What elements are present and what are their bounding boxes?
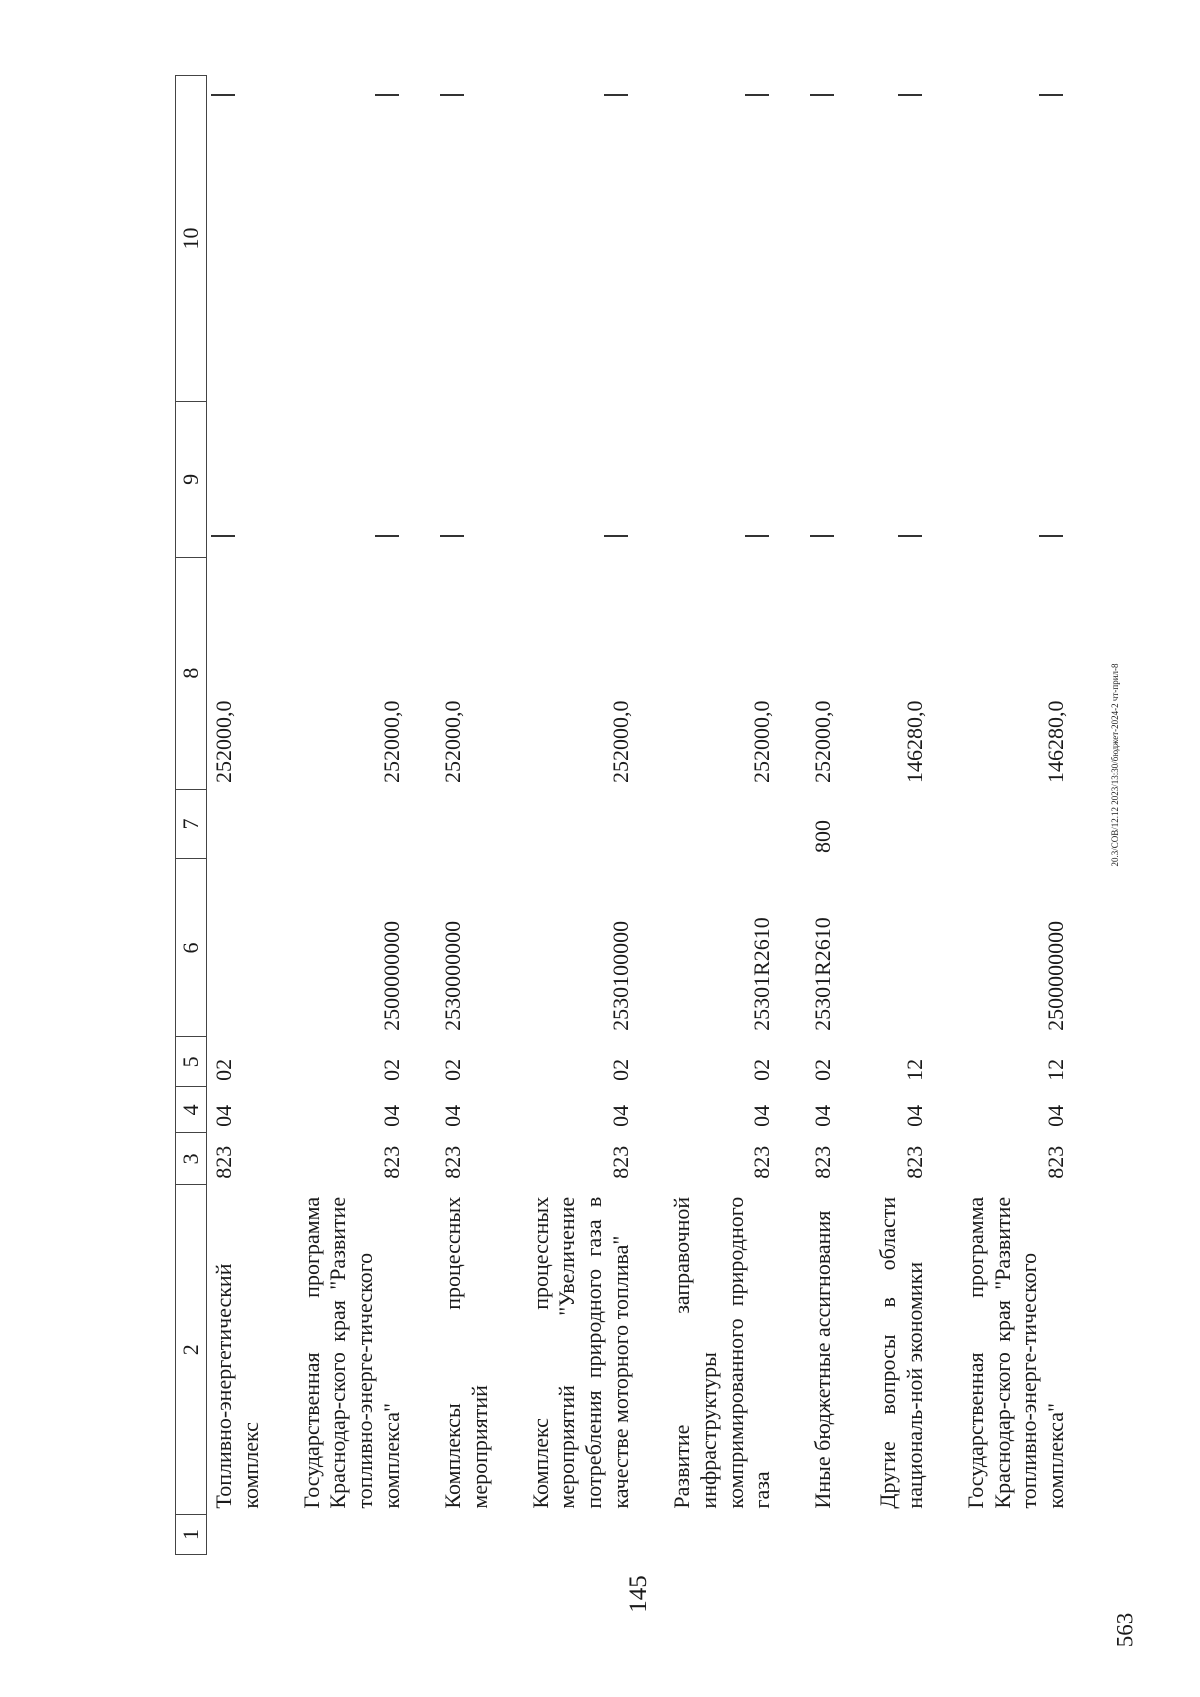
header-col-3: 3: [176, 1133, 207, 1185]
row-expense-type: [436, 789, 498, 859]
row-num-cell: [871, 1515, 933, 1555]
row-col9-dash: [806, 402, 845, 558]
row-col9-dash: [295, 402, 410, 558]
row-col9-dash: [436, 402, 498, 558]
page-number: 563: [1112, 1612, 1138, 1648]
row-target-article: 2530100000: [608, 920, 634, 1031]
row-section-code: 04: [608, 1104, 634, 1127]
table-row: [524, 76, 639, 1555]
dash-mark: [810, 94, 834, 96]
row-name: Государственная программа Краснодар-ского края "Развитие топливно-энерге-тического комплекса": [962, 1196, 1069, 1509]
row-target-article: 25301R2610: [810, 917, 836, 1031]
row-gap: [933, 76, 959, 1555]
row-gap: [410, 76, 436, 1555]
row-col10-dash: [959, 76, 1074, 402]
row-target-article: 25301R2610: [749, 917, 775, 1031]
row-ministry-code: 823: [749, 1145, 775, 1179]
row-target-article: [871, 859, 933, 1037]
row-col10-dash: [436, 76, 498, 402]
row-expense-type: 800: [810, 819, 836, 853]
dash-mark: [898, 535, 922, 537]
header-col-10: 10: [176, 76, 207, 402]
dash-mark: [745, 535, 769, 537]
header-col-4: 4: [176, 1087, 207, 1133]
row-section-code: 04: [810, 1104, 836, 1127]
row-col9-dash: [524, 402, 639, 558]
row-col9-dash: [959, 402, 1074, 558]
dash-mark: [745, 94, 769, 96]
rotated-table-container: [175, 75, 1200, 1555]
row-subsection-code: 02: [379, 1058, 405, 1081]
table-row: [806, 76, 845, 1555]
row-name: Комплекс процессных мероприятий "Увеличение потребления природного газа в качестве моторного топлива": [527, 1196, 634, 1509]
row-name: Развитие заправочной инфраструктуры компримированного природного газа: [668, 1196, 775, 1509]
row-section-code: 04: [439, 1104, 465, 1127]
row-expense-type: [959, 789, 1074, 859]
row-gap: [498, 76, 524, 1555]
header-col-1: 1: [176, 1515, 207, 1555]
row-amount: 252000,0: [608, 700, 634, 784]
row-expense-type: [871, 789, 933, 859]
row-expense-type: [207, 789, 269, 859]
row-col9-dash: [665, 402, 780, 558]
header-col-2: 2: [176, 1185, 207, 1515]
table-row: [871, 76, 933, 1555]
row-col10-dash: [295, 76, 410, 402]
table-row: [436, 76, 498, 1555]
page-label: 145: [624, 1575, 652, 1613]
table-row: [665, 76, 780, 1555]
row-num-cell: [665, 1515, 780, 1555]
table-row: [959, 76, 1074, 1555]
row-col10-dash: [871, 76, 933, 402]
dash-mark: [440, 535, 464, 537]
row-col10-dash: [665, 76, 780, 402]
row-subsection-code: 02: [810, 1058, 836, 1081]
row-num-cell: [295, 1515, 410, 1555]
row-expense-type: [524, 789, 639, 859]
row-ministry-code: 823: [810, 1145, 836, 1179]
row-section-code: 04: [749, 1104, 775, 1127]
row-num-cell: [436, 1515, 498, 1555]
row-num-cell: [959, 1515, 1074, 1555]
row-subsection-code: 02: [439, 1058, 465, 1081]
row-name: Иные бюджетные ассигнования: [810, 1210, 836, 1509]
row-name: Другие вопросы в области националь-ной экономики: [875, 1196, 927, 1509]
table-header-row: [176, 76, 207, 1555]
table-row: [207, 76, 269, 1555]
row-amount: 146280,0: [901, 700, 927, 784]
row-num-cell: [207, 1515, 269, 1555]
row-section-code: 04: [1043, 1104, 1069, 1127]
budget-table: [175, 75, 1074, 1555]
row-gap: [639, 76, 665, 1555]
row-gap: [269, 76, 295, 1555]
row-amount: 146280,0: [1043, 700, 1069, 784]
header-col-8: 8: [176, 557, 207, 789]
row-name: Комплексы процессных мероприятий: [439, 1196, 492, 1509]
row-name: Государственная программа Краснодар-ского края "Развитие топливно-энерге-тического комплекса": [298, 1196, 405, 1509]
footer-file-path: 20.3/СОВ/12.12 2023/13:30/бюджет-2024-2 чт-прил-8: [1110, 663, 1120, 867]
dash-mark: [810, 535, 834, 537]
row-amount: 252000,0: [211, 700, 236, 784]
row-expense-type: [295, 789, 410, 859]
dash-mark: [1039, 535, 1063, 537]
row-amount: 252000,0: [439, 700, 465, 784]
row-section-code: 04: [901, 1104, 927, 1127]
row-col10-dash: [524, 76, 639, 402]
row-target-article: 2530000000: [439, 920, 465, 1031]
row-name: Топливно-энергетический комплекс: [211, 1263, 263, 1509]
row-target-article: 2500000000: [1043, 920, 1069, 1031]
row-expense-type: [665, 789, 780, 859]
dash-mark: [1039, 94, 1063, 96]
row-section-code: 04: [379, 1104, 405, 1127]
header-col-6: 6: [176, 859, 207, 1037]
row-col10-dash: [806, 76, 845, 402]
row-amount: 252000,0: [379, 700, 405, 784]
row-ministry-code: 823: [211, 1145, 236, 1179]
row-section-code: 04: [211, 1104, 236, 1127]
dash-mark: [898, 94, 922, 96]
row-amount: 252000,0: [749, 700, 775, 784]
dash-mark: [604, 535, 628, 537]
row-col9-dash: [871, 402, 933, 558]
header-col-7: 7: [176, 789, 207, 859]
row-gap: [845, 76, 871, 1555]
row-subsection-code: 02: [749, 1058, 775, 1081]
row-ministry-code: 823: [901, 1145, 927, 1179]
row-ministry-code: 823: [1043, 1145, 1069, 1179]
dash-mark: [604, 94, 628, 96]
row-subsection-code: 02: [211, 1058, 236, 1081]
row-gap: [780, 76, 806, 1555]
row-col10-dash: [207, 76, 269, 402]
row-target-article: 2500000000: [379, 920, 405, 1031]
row-ministry-code: 823: [379, 1145, 405, 1179]
row-ministry-code: 823: [439, 1145, 465, 1179]
dash-mark: [440, 94, 464, 96]
row-target-article: [207, 859, 269, 1037]
row-num-cell: [524, 1515, 639, 1555]
row-col9-dash: [207, 402, 269, 558]
dash-mark: [211, 535, 235, 537]
row-amount: 252000,0: [810, 700, 836, 784]
row-num-cell: [806, 1515, 845, 1555]
dash-mark: [375, 94, 399, 96]
dash-mark: [375, 535, 399, 537]
table-row: [295, 76, 410, 1555]
header-col-9: 9: [176, 402, 207, 558]
row-subsection-code: 12: [1043, 1058, 1069, 1081]
header-col-5: 5: [176, 1037, 207, 1087]
row-ministry-code: 823: [608, 1145, 634, 1179]
row-subsection-code: 12: [901, 1058, 927, 1081]
dash-mark: [211, 94, 235, 96]
row-subsection-code: 02: [608, 1058, 634, 1081]
